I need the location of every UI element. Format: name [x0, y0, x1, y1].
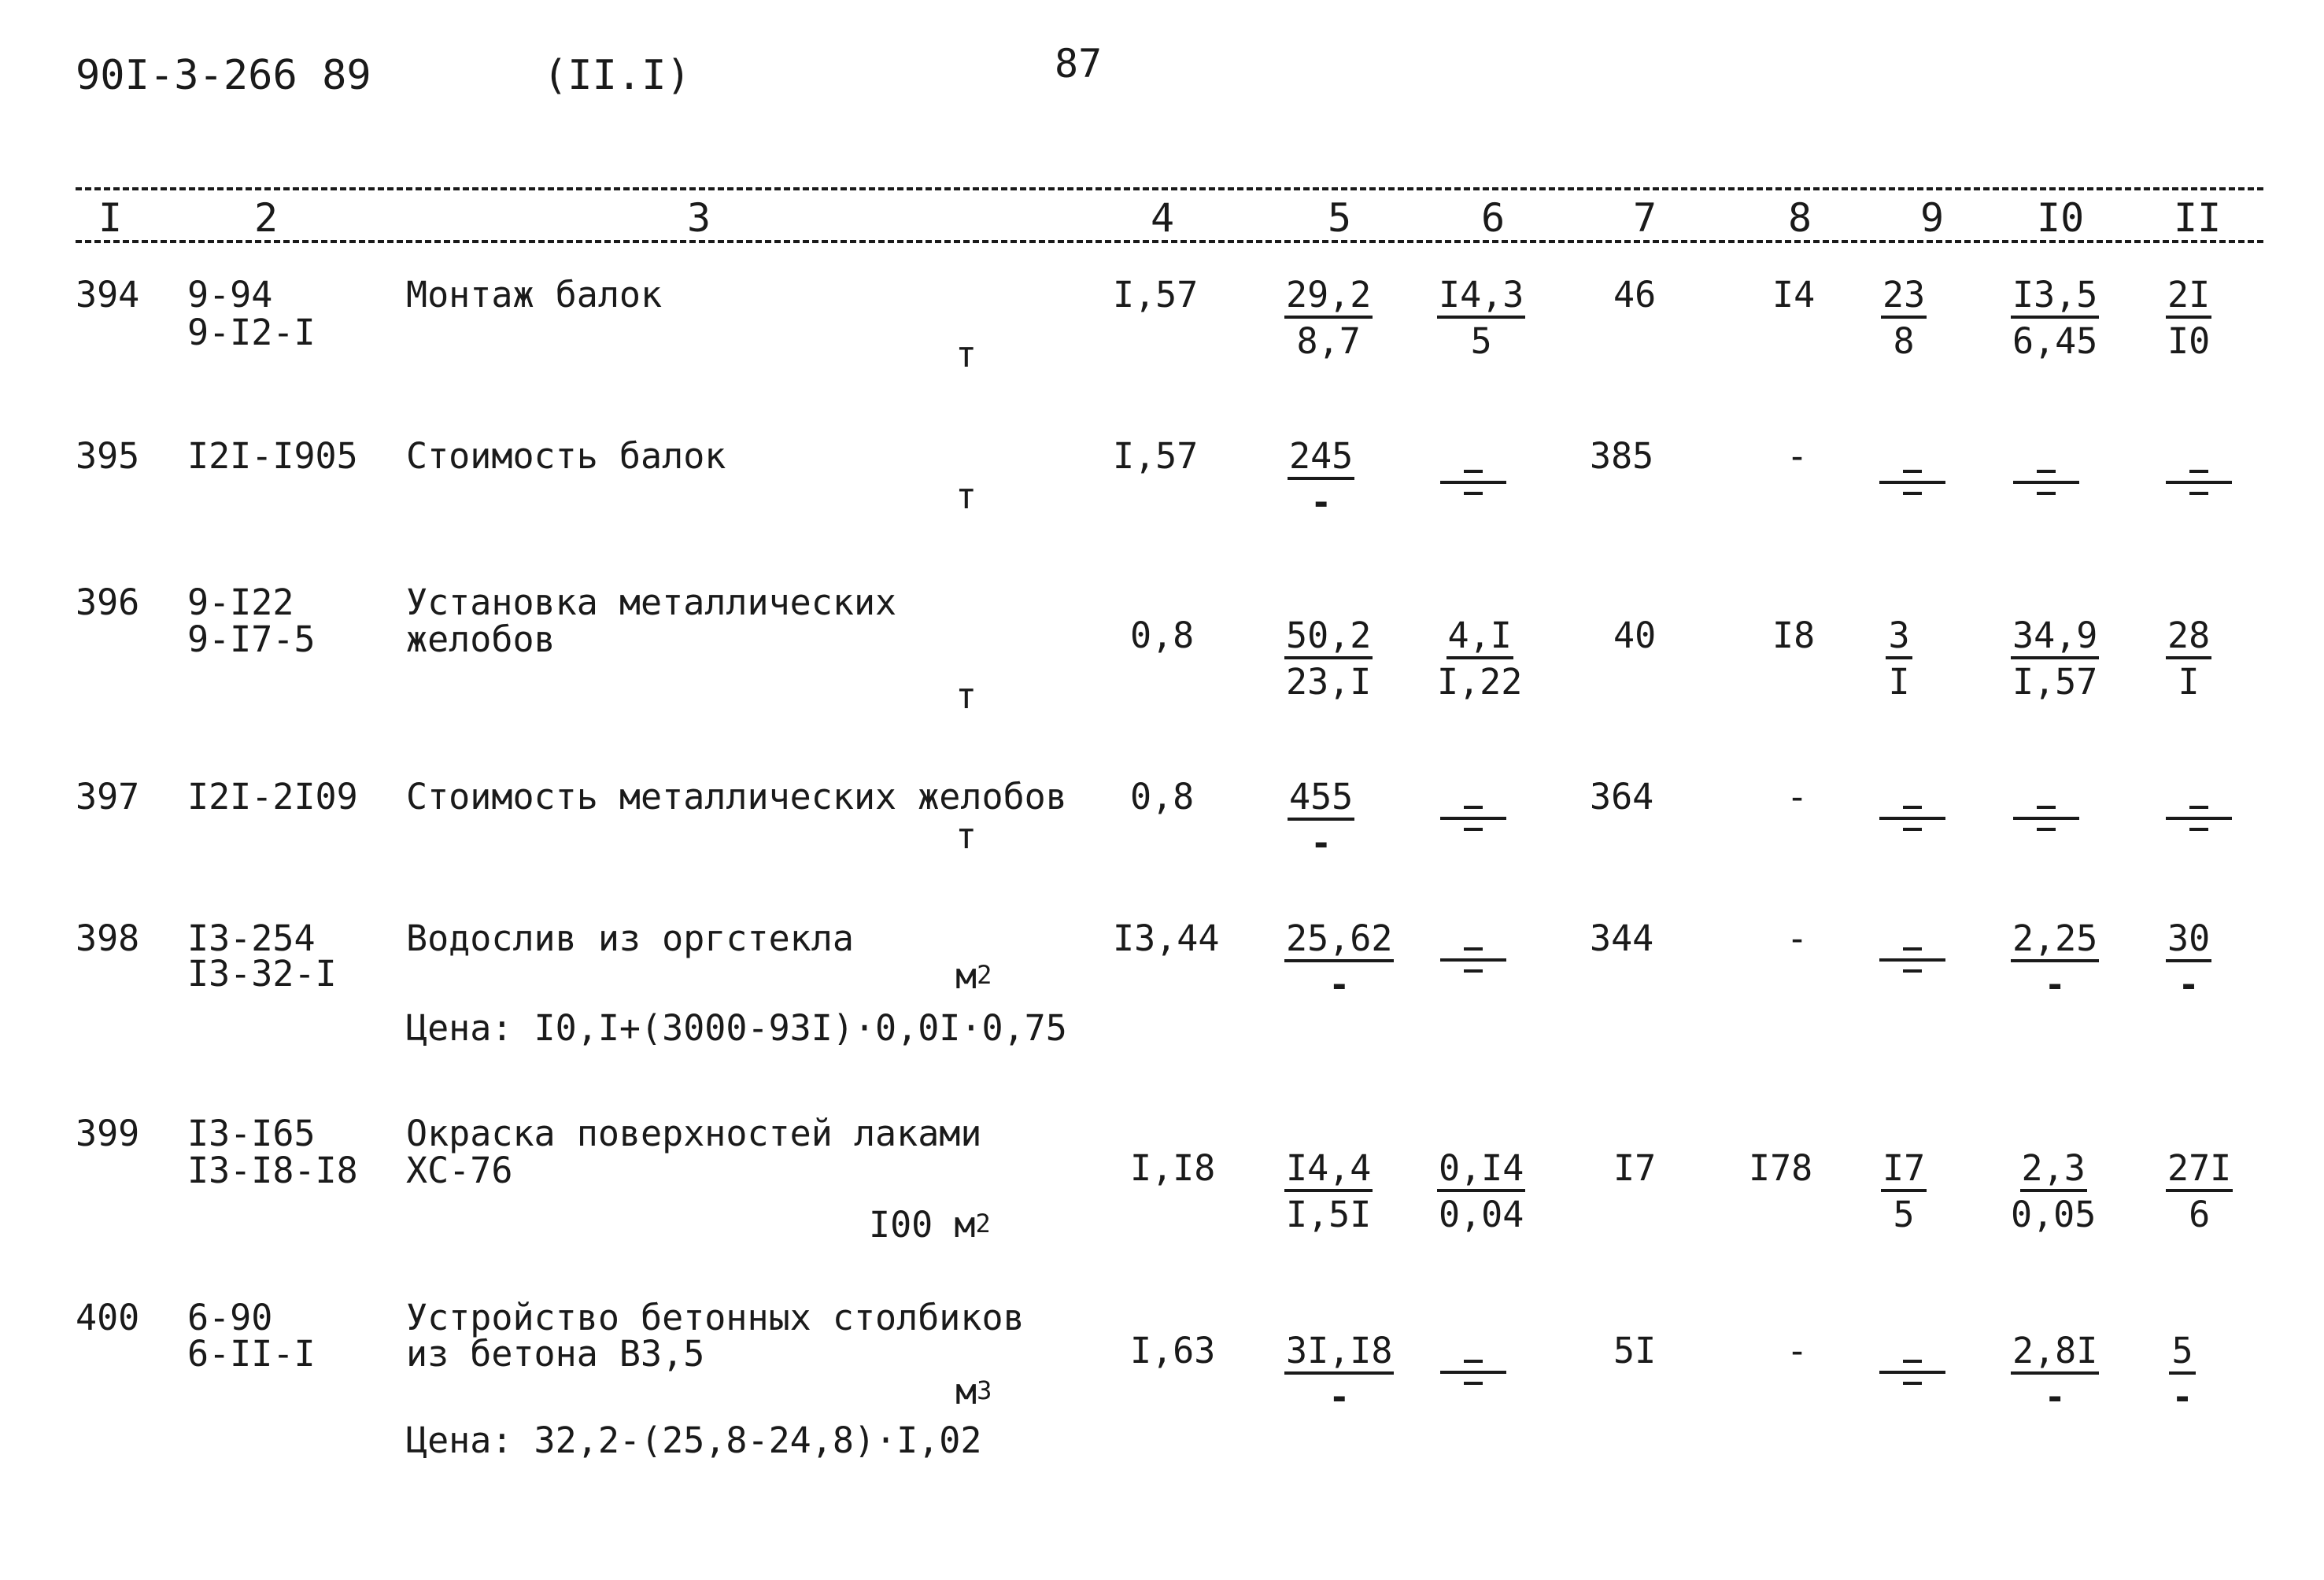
- column-header-3: 3: [687, 195, 711, 241]
- col5-value: [1284, 274, 1373, 362]
- code-secondary: I3-I8-I8: [187, 1150, 358, 1191]
- col5-top: 50,2: [1284, 618, 1373, 659]
- document-code: 90I-3-266 89: [76, 52, 371, 99]
- col7-value: 5I: [1613, 1330, 1657, 1371]
- col9-empty: [1879, 938, 1945, 979]
- col7-value: 364: [1590, 776, 1654, 818]
- col11-value: [2166, 1147, 2233, 1235]
- quantity: 0,8: [1130, 615, 1195, 656]
- unit-text: м: [955, 955, 977, 997]
- col5-top: 245: [1288, 438, 1354, 480]
- col11-bottom: -: [2171, 1376, 2193, 1418]
- col9-bottom: 5: [1893, 1194, 1915, 1235]
- work-name: Установка металлических: [406, 581, 897, 623]
- code-secondary: 6-II-I: [187, 1333, 316, 1375]
- row-number: 394: [76, 274, 140, 316]
- col5-bottom: 23,I: [1286, 661, 1372, 703]
- unit-exponent: 2: [977, 960, 992, 990]
- price-formula: Цена: 32,2-(25,8-24,8)·I,02: [406, 1419, 982, 1461]
- unit: т: [955, 475, 977, 517]
- page-number: 87: [1055, 41, 1103, 87]
- col5-value: [1284, 917, 1394, 1006]
- quantity: I,63: [1130, 1330, 1216, 1371]
- col5-top: 455: [1288, 779, 1354, 821]
- row-number: 397: [76, 776, 140, 818]
- code-primary: 9-I22: [187, 581, 294, 623]
- column-header-5: 5: [1328, 195, 1352, 241]
- col8-value: -: [1786, 435, 1809, 477]
- unit: т: [955, 675, 977, 717]
- column-header-1: I: [98, 195, 123, 241]
- col11-empty: [2166, 796, 2232, 837]
- unit: [869, 1204, 991, 1246]
- col10-top: 34,9: [2011, 618, 2099, 659]
- work-name: Водослив из оргстекла: [406, 917, 854, 959]
- unit-exponent: 2: [975, 1209, 991, 1239]
- col9-empty: [1879, 796, 1945, 837]
- col11-top: 28: [2166, 618, 2211, 659]
- col9-empty: [1879, 460, 1945, 501]
- col5-bottom: -: [1328, 964, 1350, 1006]
- work-name: Стоимость металлических желобов: [406, 776, 1067, 818]
- col5-bottom: I,5I: [1286, 1194, 1372, 1235]
- section-number: (II.I): [543, 52, 691, 99]
- code-primary: I3-I65: [187, 1113, 316, 1154]
- col10-top: 2,25: [2011, 921, 2099, 962]
- col5-bottom: 8,7: [1296, 320, 1361, 362]
- col11-bottom: -: [2178, 964, 2200, 1006]
- work-name: Устройство бетонных столбиков: [406, 1297, 1025, 1338]
- code-primary: 9-94: [187, 274, 273, 316]
- col11-top: 30: [2166, 921, 2211, 962]
- col11-bottom: I: [2178, 661, 2200, 703]
- col9-value: [1881, 274, 1927, 362]
- col11-value: [2166, 615, 2211, 703]
- quantity: I,I8: [1130, 1147, 1216, 1189]
- col11-value: [2166, 917, 2211, 1006]
- code-primary: I2I-I905: [187, 435, 358, 477]
- column-header-7: 7: [1633, 195, 1657, 241]
- col10-top: 2,3: [2020, 1150, 2087, 1192]
- col7-value: 344: [1590, 917, 1654, 959]
- col6-empty: [1440, 938, 1506, 979]
- col5-bottom: -: [1328, 1376, 1350, 1418]
- col10-value: [2011, 1330, 2099, 1418]
- col8-value: I78: [1749, 1147, 1813, 1189]
- code-secondary: 9-I7-5: [187, 618, 316, 660]
- col10-top: 2,8I: [2011, 1333, 2099, 1375]
- col11-bottom: I0: [2167, 320, 2211, 362]
- code-primary: I3-254: [187, 917, 316, 959]
- col10-bottom: I,57: [2012, 661, 2098, 703]
- col6-top: I4,3: [1437, 277, 1525, 319]
- unit: т: [955, 815, 977, 857]
- col6-top: 0,I4: [1437, 1150, 1525, 1192]
- col6-bottom: 0,04: [1439, 1194, 1524, 1235]
- col5-top: I4,4: [1284, 1150, 1373, 1192]
- col10-top: I3,5: [2011, 277, 2099, 319]
- col10-value: [2011, 615, 2099, 703]
- row-number: 400: [76, 1297, 140, 1338]
- quantity: I,57: [1113, 274, 1199, 316]
- col8-value: I8: [1772, 615, 1816, 656]
- col10-value: [2011, 274, 2099, 362]
- code-secondary: 9-I2-I: [187, 312, 316, 353]
- code-secondary: I3-32-I: [187, 953, 337, 995]
- col8-value: -: [1786, 776, 1809, 818]
- unit-exponent: 3: [977, 1375, 992, 1405]
- unit-text: м: [955, 1371, 977, 1412]
- row-number: 399: [76, 1113, 140, 1154]
- row-number: 396: [76, 581, 140, 623]
- price-formula: Цена: I0,I+(3000-93I)·0,0I·0,75: [406, 1007, 1067, 1049]
- work-name: Монтаж балок: [406, 274, 663, 316]
- row-number: 398: [76, 917, 140, 959]
- col10-bottom: -: [2044, 964, 2066, 1006]
- col11-empty: [2166, 460, 2232, 501]
- column-header-8: 8: [1788, 195, 1812, 241]
- col6-value: [1437, 615, 1523, 703]
- col5-value: [1284, 1147, 1373, 1235]
- col7-value: 46: [1613, 274, 1657, 316]
- column-header-4: 4: [1151, 195, 1175, 241]
- col10-empty: [2013, 796, 2079, 837]
- column-header-9: 9: [1920, 195, 1945, 241]
- code-primary: I2I-2I09: [187, 776, 358, 818]
- col9-top: I7: [1881, 1150, 1927, 1192]
- col5-top: 29,2: [1284, 277, 1373, 319]
- column-header-10: I0: [2037, 195, 2085, 241]
- code-primary: 6-90: [187, 1297, 273, 1338]
- col6-value: [1437, 1147, 1525, 1235]
- col9-value: [1881, 1147, 1927, 1235]
- col5-value: [1284, 1330, 1394, 1418]
- col6-empty: [1440, 796, 1506, 837]
- col6-bottom: 5: [1470, 320, 1492, 362]
- col5-top: 25,62: [1284, 921, 1394, 962]
- col5-bottom: -: [1310, 822, 1332, 864]
- col11-bottom: 6: [2189, 1194, 2211, 1235]
- col8-value: -: [1786, 917, 1809, 959]
- col6-value: [1437, 274, 1525, 362]
- col8-value: I4: [1772, 274, 1816, 316]
- col10-bottom: 0,05: [2011, 1194, 2097, 1235]
- unit: т: [955, 334, 977, 375]
- col10-bottom: 6,45: [2012, 320, 2098, 362]
- unit: [955, 1371, 992, 1412]
- col7-value: I7: [1613, 1147, 1657, 1189]
- unit-text: I00 м: [869, 1204, 976, 1246]
- col10-value: [2011, 1147, 2097, 1235]
- col5-value: [1288, 435, 1354, 523]
- work-name: Стоимость балок: [406, 435, 726, 477]
- col6-empty: [1440, 460, 1506, 501]
- col6-empty: [1440, 1350, 1506, 1391]
- header-top-rule: [76, 187, 2263, 190]
- col9-bottom: 8: [1893, 320, 1915, 362]
- column-header-2: 2: [254, 195, 279, 241]
- col7-value: 40: [1613, 615, 1657, 656]
- col11-value: [2169, 1330, 2196, 1418]
- unit: [955, 955, 992, 997]
- quantity: 0,8: [1130, 776, 1195, 818]
- col11-value: [2166, 274, 2211, 362]
- quantity: I,57: [1113, 435, 1199, 477]
- col9-top: 3: [1886, 618, 1912, 659]
- work-name-cont: желобов: [406, 618, 556, 660]
- work-name-cont: ХС-76: [406, 1150, 513, 1191]
- column-header-11: II: [2174, 195, 2222, 241]
- col11-top: 27I: [2166, 1150, 2233, 1192]
- col5-value: [1288, 776, 1354, 864]
- col6-top: 4,I: [1446, 618, 1513, 659]
- col11-top: 2I: [2166, 277, 2211, 319]
- column-header-6: 6: [1481, 195, 1506, 241]
- col8-value: -: [1786, 1330, 1809, 1371]
- col6-bottom: I,22: [1437, 661, 1523, 703]
- col10-bottom: -: [2044, 1376, 2066, 1418]
- work-name: Окраска поверхностей лаками: [406, 1113, 982, 1154]
- work-name-cont: из бетона В3,5: [406, 1333, 705, 1375]
- quantity: I3,44: [1113, 917, 1220, 959]
- col5-top: 3I,I8: [1284, 1333, 1394, 1375]
- col9-bottom: I: [1888, 661, 1910, 703]
- row-number: 395: [76, 435, 140, 477]
- col9-empty: [1879, 1350, 1945, 1391]
- col10-value: [2011, 917, 2099, 1006]
- col9-top: 23: [1881, 277, 1927, 319]
- col9-value: [1886, 615, 1912, 703]
- col11-top: 5: [2169, 1333, 2196, 1375]
- col5-value: [1284, 615, 1373, 703]
- col10-empty: [2013, 460, 2079, 501]
- col7-value: 385: [1590, 435, 1654, 477]
- col5-bottom: -: [1310, 482, 1332, 523]
